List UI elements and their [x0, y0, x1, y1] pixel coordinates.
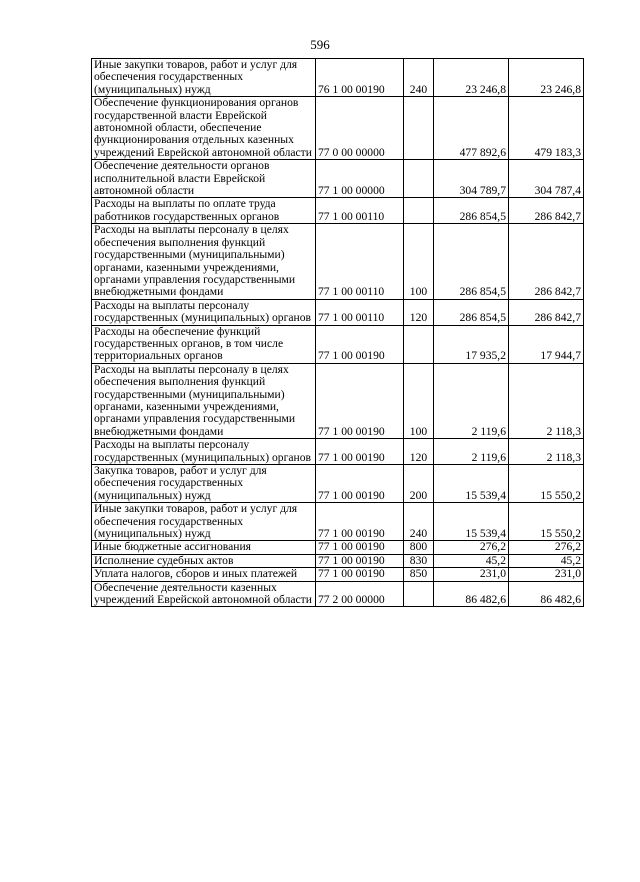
amount-year2-cell: 286 842,7: [509, 198, 584, 224]
table-row: [92, 541, 584, 554]
amount-year1-cell: 286 854,5: [434, 198, 509, 224]
expense-name-cell: Закупка товаров, работ и услуг для обеспечения государственных (муниципальных) нужд: [92, 465, 316, 503]
table-row: [92, 503, 584, 541]
expense-type-cell: [404, 325, 434, 363]
amount-year1-cell: 45,2: [434, 554, 509, 567]
expense-name-cell: Иные закупки товаров, работ и услуг для обеспечения государственных (муниципальных) нужд: [92, 59, 316, 97]
amount-year2-cell: 17 944,7: [509, 325, 584, 363]
amount-year1-cell: 23 246,8: [434, 59, 509, 97]
target-code-cell: 77 1 00 00110: [316, 198, 404, 224]
expense-type-cell: [404, 581, 434, 607]
amount-year1-cell: 286 854,5: [434, 299, 509, 325]
amount-year1-cell: 2 119,6: [434, 439, 509, 465]
expense-name-cell: Расходы на выплаты персоналу в целях обеспечения выполнения функций государственными (муниципальными) органами, казенными учреждениями, органами управления государственными внебюджетными фондами: [92, 224, 316, 299]
expense-type-cell: 100: [404, 224, 434, 299]
page-number: 596: [310, 37, 330, 52]
table-row: [92, 224, 584, 299]
table-row: [92, 568, 584, 581]
expense-type-cell: 240: [404, 59, 434, 97]
amount-year2-cell: 276,2: [509, 541, 584, 554]
amount-year2-cell: 2 118,3: [509, 363, 584, 438]
expense-type-cell: 200: [404, 465, 434, 503]
expense-name-cell: Расходы на выплаты персоналу государственных (муниципальных) органов: [92, 299, 316, 325]
amount-year1-cell: 231,0: [434, 568, 509, 581]
table-row: [92, 325, 584, 363]
target-code-cell: 77 1 00 00110: [316, 224, 404, 299]
expense-name-cell: Уплата налогов, сборов и иных платежей: [92, 568, 316, 581]
amount-year1-cell: 477 892,6: [434, 97, 509, 160]
amount-year2-cell: 23 246,8: [509, 59, 584, 97]
amount-year1-cell: 2 119,6: [434, 363, 509, 438]
amount-year2-cell: 286 842,7: [509, 224, 584, 299]
amount-year1-cell: 15 539,4: [434, 503, 509, 541]
amount-year1-cell: 304 789,7: [434, 160, 509, 198]
amount-year1-cell: 17 935,2: [434, 325, 509, 363]
target-code-cell: 77 1 00 00190: [316, 325, 404, 363]
amount-year2-cell: 479 183,3: [509, 97, 584, 160]
target-code-cell: 77 1 00 00000: [316, 160, 404, 198]
expense-type-cell: 100: [404, 363, 434, 438]
expense-name-cell: Расходы на выплаты персоналу в целях обеспечения выполнения функций государственными (муниципальными) органами, казенными учреждениями, органами управления государственными внебюджетными фондами: [92, 363, 316, 438]
budget-table-body: [92, 59, 584, 607]
amount-year2-cell: 231,0: [509, 568, 584, 581]
target-code-cell: 77 1 00 00190: [316, 439, 404, 465]
table-row: [92, 554, 584, 567]
target-code-cell: 77 1 00 00190: [316, 554, 404, 567]
expense-name-cell: Обеспечение деятельности казенных учреждений Еврейской автономной области: [92, 581, 316, 607]
amount-year1-cell: 286 854,5: [434, 224, 509, 299]
expense-type-cell: 240: [404, 503, 434, 541]
expense-type-cell: 120: [404, 439, 434, 465]
table-row: [92, 198, 584, 224]
amount-year2-cell: 304 787,4: [509, 160, 584, 198]
expense-type-cell: [404, 160, 434, 198]
table-row: [92, 581, 584, 607]
expense-type-cell: 850: [404, 568, 434, 581]
expense-name-cell: Иные закупки товаров, работ и услуг для обеспечения государственных (муниципальных) нужд: [92, 503, 316, 541]
expense-name-cell: Исполнение судебных актов: [92, 554, 316, 567]
expense-name-cell: Обеспечение функционирования органов государственной власти Еврейской автономной области, обеспечение функционирования отдельных казенных учреждений Еврейской автономной области: [92, 97, 316, 160]
table-row: [92, 97, 584, 160]
table-row: [92, 299, 584, 325]
target-code-cell: 77 1 00 00190: [316, 465, 404, 503]
target-code-cell: 76 1 00 00190: [316, 59, 404, 97]
expense-name-cell: Обеспечение деятельности органов исполнительной власти Еврейской автономной области: [92, 160, 316, 198]
expense-name-cell: Расходы на выплаты по оплате труда работников государственных органов: [92, 198, 316, 224]
target-code-cell: 77 1 00 00110: [316, 299, 404, 325]
expense-type-cell: 800: [404, 541, 434, 554]
expense-name-cell: Иные бюджетные ассигнования: [92, 541, 316, 554]
amount-year2-cell: 15 550,2: [509, 465, 584, 503]
amount-year1-cell: 15 539,4: [434, 465, 509, 503]
table-row: [92, 363, 584, 438]
expense-type-cell: 120: [404, 299, 434, 325]
amount-year1-cell: 86 482,6: [434, 581, 509, 607]
target-code-cell: 77 2 00 00000: [316, 581, 404, 607]
amount-year2-cell: 286 842,7: [509, 299, 584, 325]
target-code-cell: 77 1 00 00190: [316, 503, 404, 541]
expense-type-cell: [404, 97, 434, 160]
expense-type-cell: 830: [404, 554, 434, 567]
budget-table: [91, 58, 584, 607]
amount-year1-cell: 276,2: [434, 541, 509, 554]
target-code-cell: 77 1 00 00190: [316, 363, 404, 438]
table-row: [92, 59, 584, 97]
table-row: [92, 465, 584, 503]
expense-type-cell: [404, 198, 434, 224]
table-row: [92, 439, 584, 465]
amount-year2-cell: 15 550,2: [509, 503, 584, 541]
expense-name-cell: Расходы на обеспечение функций государственных органов, в том числе территориальных органов: [92, 325, 316, 363]
amount-year2-cell: 45,2: [509, 554, 584, 567]
table-row: [92, 160, 584, 198]
target-code-cell: 77 1 00 00190: [316, 541, 404, 554]
amount-year2-cell: 86 482,6: [509, 581, 584, 607]
expense-name-cell: Расходы на выплаты персоналу государственных (муниципальных) органов: [92, 439, 316, 465]
target-code-cell: 77 0 00 00000: [316, 97, 404, 160]
amount-year2-cell: 2 118,3: [509, 439, 584, 465]
target-code-cell: 77 1 00 00190: [316, 568, 404, 581]
